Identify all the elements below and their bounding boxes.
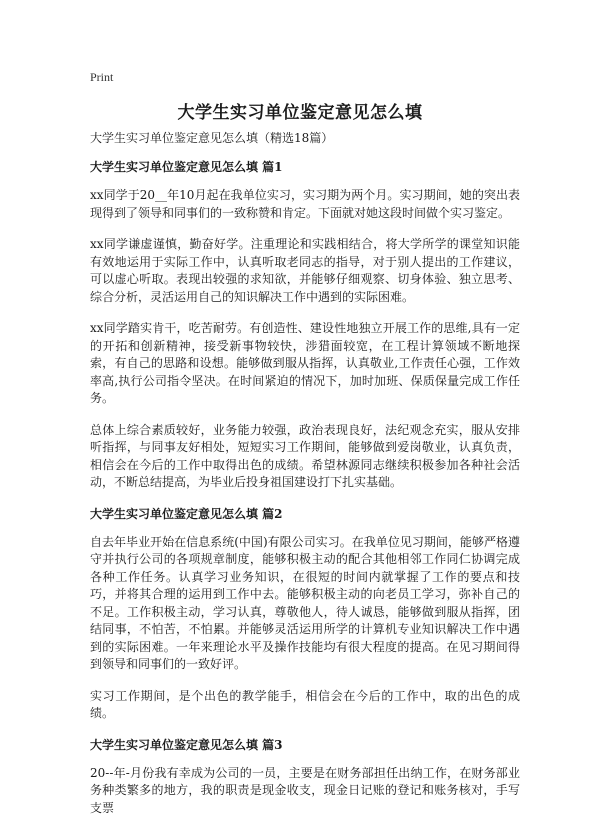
section-heading-2: 大学生实习单位鉴定意见怎么填 篇2 (90, 506, 520, 523)
paragraph: xx同学于20__年10月起在我单位实习，实习期为两个月。实习期间，她的突出表现得到了领导和同事们的一致称赞和肯定。下面就对她这段时间做个实习鉴定。 (90, 187, 520, 222)
paragraph: 总体上综合素质较好，业务能力较强，政治表现良好，法纪观念充实，服从安排听指挥，与同事友好相处，短短实习工作期间，能够做到爱岗敬业，认真负责，相信会在今后的工作中取得出色的成绩。希望林源同志继续积极参加各种社会活动，不断总结提高，为毕业后投身祖国建设打下扎实基础。 (90, 422, 520, 492)
print-link[interactable]: Print (90, 70, 113, 85)
paragraph: 20--年-月份我有幸成为公司的一员，主要是在财务部担任出纳工作，在财务部业务种类繁多的地方，我的职责是现金收支，现金日记账的登记和账务核对，手写支票 (90, 765, 520, 817)
section-heading-1: 大学生实习单位鉴定意见怎么填 篇1 (90, 159, 520, 176)
paragraph: xx同学踏实肯干，吃苦耐劳。有创造性、建设性地独立开展工作的思维,具有一定的开拓和创新精神，接受新事物较快，涉猎面较宽，在工程计算领域不断地探索，有自己的思路和设想。能够做到服从指挥，认真敬业,工作责任心强，工作效率高,执行公司指令坚决。在时间紧迫的情况下，加时加班、保质保量完成工作任务。 (90, 320, 520, 408)
paragraph: 自去年毕业开始在信息系统(中国)有限公司实习。在我单位见习期间，能够严格遵守并执行公司的各项规章制度，能够积极主动的配合其他相邻工作同仁协调完成各种工作任务。认真学习业务知识，在很短的时间内就掌握了工作的要点和技巧，并将其合理的运用到工作中去。能够积极主动的向老员工学习，弥补自己的不足。工作积极主动，学习认真，尊敬他人，待人诚恳，能够做到服从指挥，团结同事，不怕苦，不怕累。并能够灵活运用所学的计算机专业知识解决工作中遇到的实际困难。一年来理论水平及操作技能均有很大程度的提高。在见习期间得到领导和同事们的一致好评。 (90, 534, 520, 674)
page-title: 大学生实习单位鉴定意见怎么填 (0, 98, 600, 123)
paragraph: xx同学谦虚谨慎，勤奋好学。注重理论和实践相结合，将大学所学的课堂知识能有效地运用于实际工作中，认真听取老同志的指导，对于别人提出的工作建议，可以虚心听取。表现出较强的求知欲，并能够仔细观察、切身体验、独立思考、综合分析，灵活运用自己的知识解决工作中遇到的实际困难。 (90, 236, 520, 306)
paragraph: 实习工作期间，是个出色的教学能手，相信会在今后的工作中，取的出色的成绩。 (90, 688, 520, 723)
document-subtitle: 大学生实习单位鉴定意见怎么填（精选18篇） (90, 130, 520, 147)
document-body (90, 130, 520, 817)
section-heading-3: 大学生实习单位鉴定意见怎么填 篇3 (90, 737, 520, 754)
